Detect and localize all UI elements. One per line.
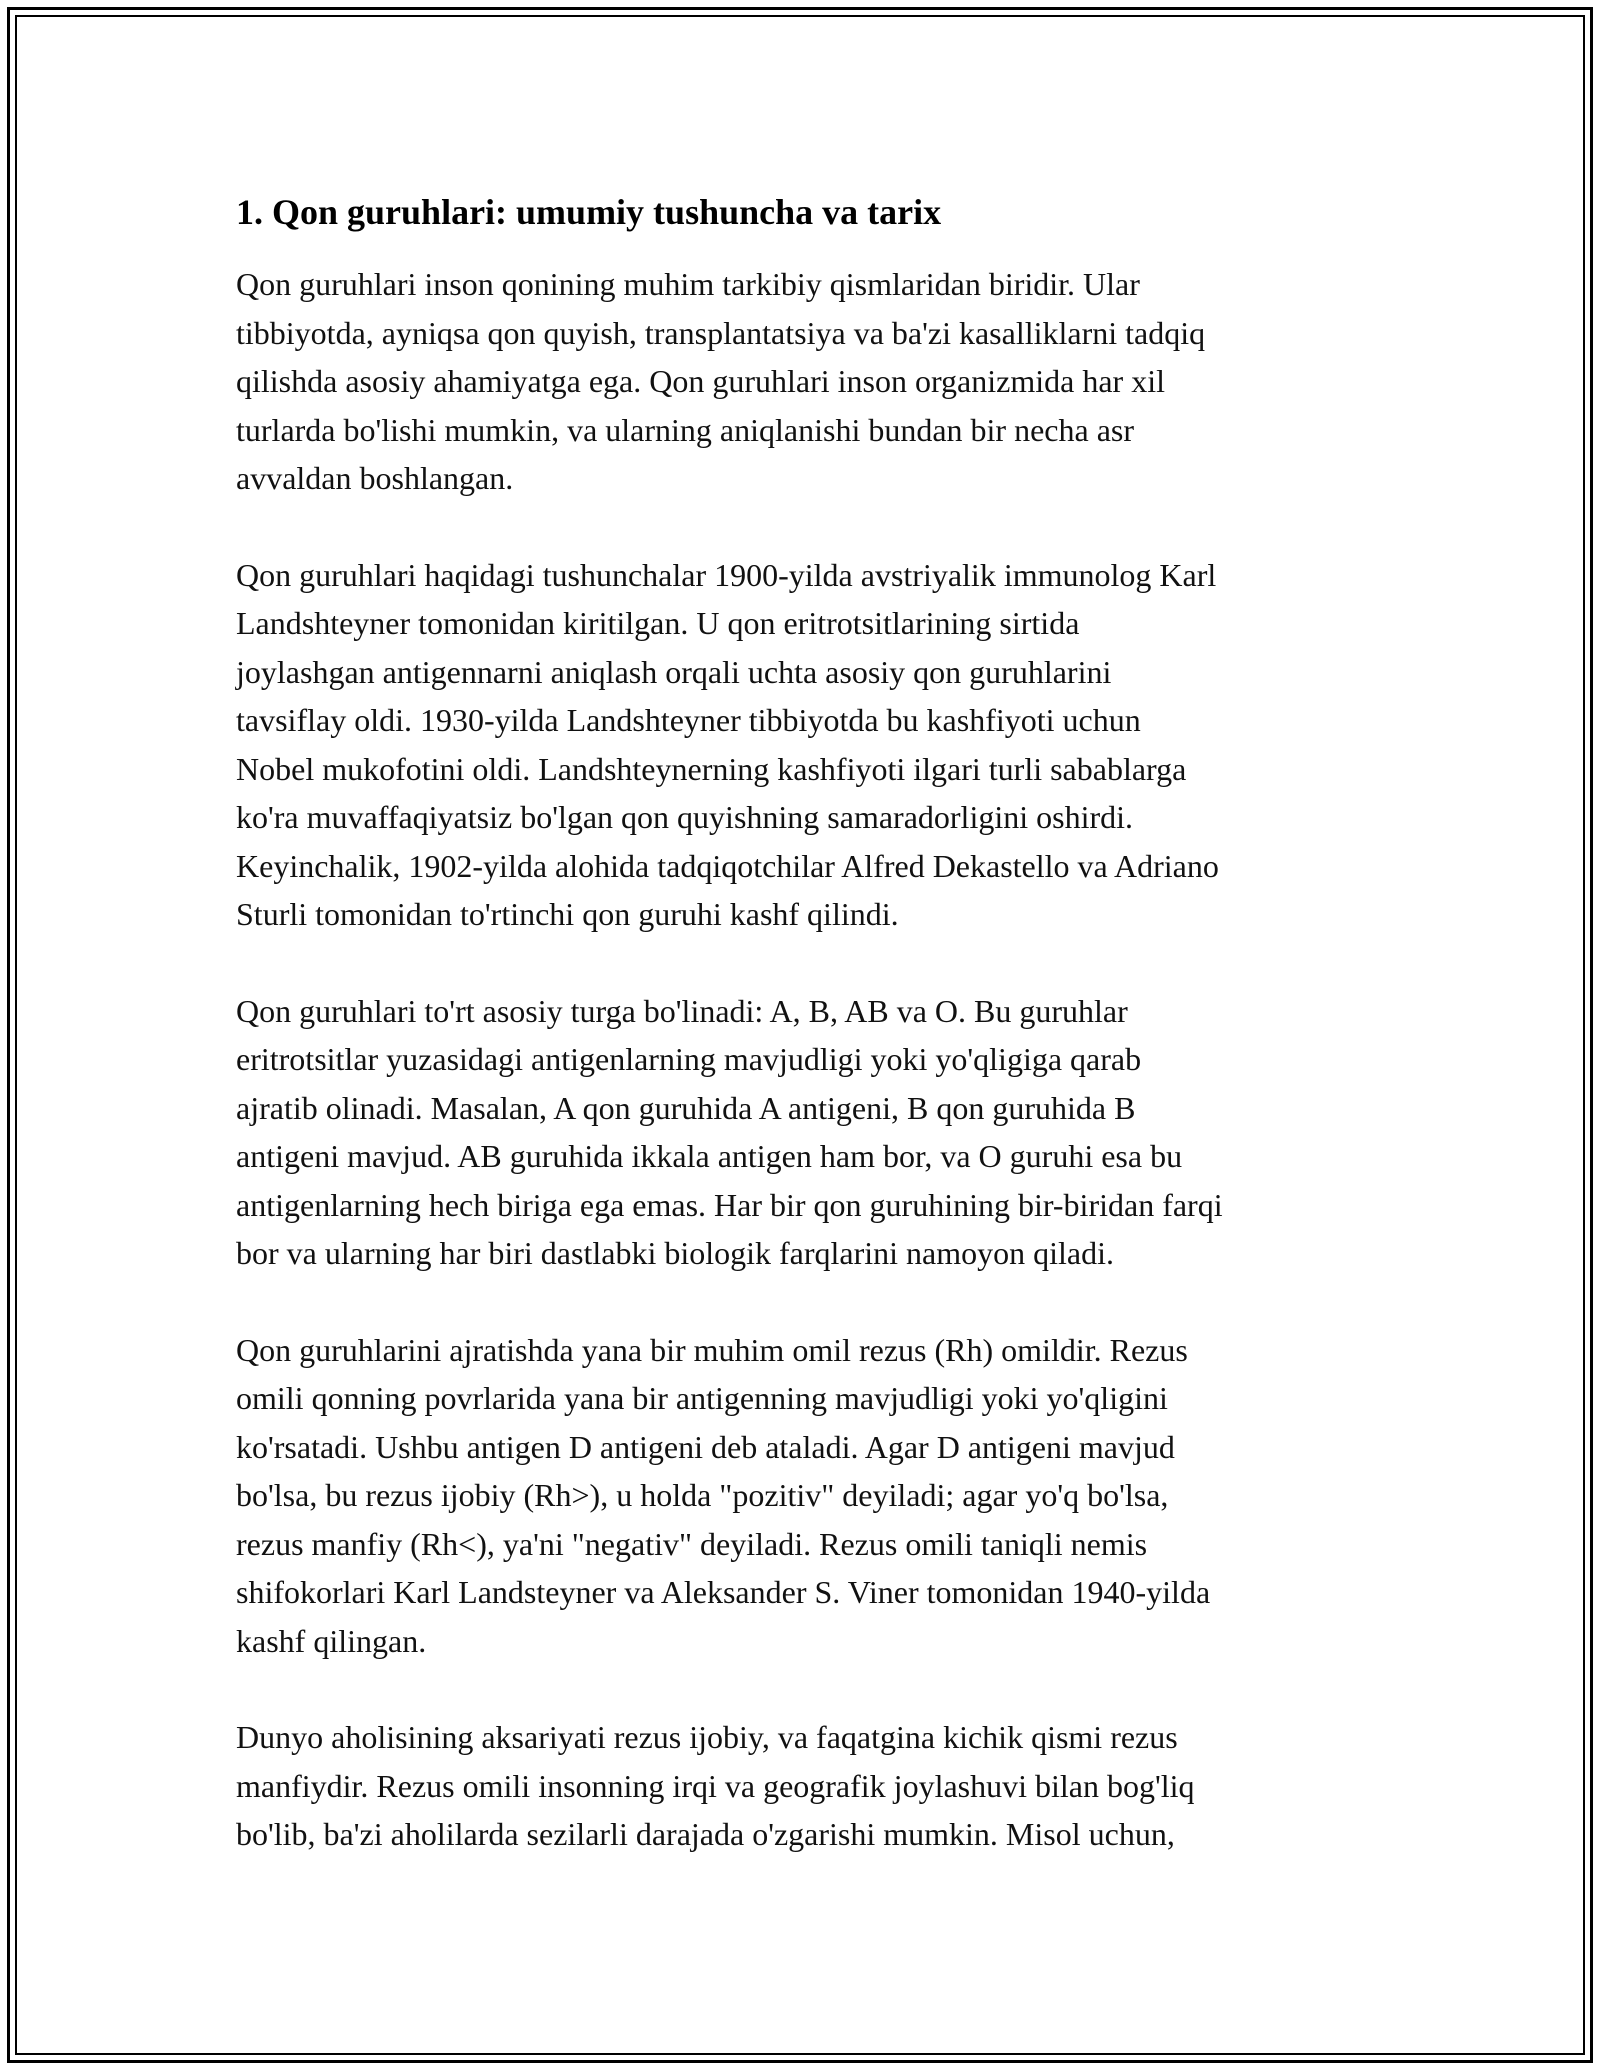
paragraph-population: Dunyo aholisining aksariyati rezus ijobiy, va faqatgina kichik qismi rezus manfiydir. Rezus omili insonning irqi va geografik joylashuvi bilan bog'liq bo'lib, ba'zi aholilarda sezilarli darajada o'zgarishi mumkin. Misol uchun,: [236, 1719, 1195, 1852]
paragraph-introduction: Qon guruhlari inson qonining muhim tarkibiy qismlaridan biridir. Ular tibbiyotda, ayniqsa qon quyish, transplantatsiya va ba'zi kasalliklarni tadqiq qilishda asosiy ahamiyatga ega. Qon guruhlari inson organizmida har xil turlarda bo'lishi mumkin, va ularning aniqlanishi bundan bir necha asr avvaldan boshlangan.: [236, 266, 1206, 496]
paragraph-rhesus-factor: Qon guruhlarini ajratishda yana bir muhim omil rezus (Rh) omildir. Rezus omili qonning povrlarida yana bir antigenning mavjudligi yoki yo'qligini ko'rsatadi. Ushbu antigen D antigeni deb ataladi. Agar D antigeni mavjud bo'lsa, bu rezus ijobiy (Rh>), u holda "pozitiv" deyiladi; agar yo'q bo'lsa, rezus manfiy (Rh<), ya'ni "negativ" deyiladi. Rezus omili taniqli nemis shifokorlari Karl Landsteyner va Aleksander S. Viner tomonidan 1940-yilda kashf qilingan.: [236, 1331, 1211, 1659]
paragraph-history: Qon guruhlari haqidagi tushunchalar 1900-yilda avstriyalik immunolog Karl Landshteyner tomonidan kiritilgan. U qon eritrotsitlarining sirtida joylashgan antigennarni aniqlash orqali uchta asosiy qon guruhlarini tavsiflay oldi. 1930-yilda Landshteyner tibbiyotda bu kashfiyoti uchun Nobel mukofotini oldi. Landshteynerning kashfiyoti ilgari turli sabablarga ko'ra muvaffaqiyatsiz bo'lgan qon quyishning samaradorligini oshirdi. Keyinchalik, 1902-yilda alohida tadqiqotchilar Alfred Dekastello va Adriano Sturli tomonidan to'rtinchi qon guruhi kashf qilindi.: [236, 556, 1219, 932]
document-body: [236, 186, 1376, 1907]
section-heading: 1. Qon guruhlari: umumiy tushuncha va tarix: [236, 192, 942, 232]
paragraph-abo-types: Qon guruhlari to'rt asosiy turga bo'linadi: A, B, AB va O. Bu guruhlar eritrotsitlar yuzasidagi antigenlarning mavjudligi yoki yo'qligiga qarab ajratib olinadi. Masalan, A qon guruhida A antigeni, B qon guruhida B antigeni mavjud. AB guruhida ikkala antigen ham bor, va O guruhi esa bu antigenlarning hech biriga ega emas. Har bir qon guruhining bir-biridan farqi bor va ularning har biri dastlabki biologik farqlarini namoyon qiladi.: [236, 992, 1223, 1271]
